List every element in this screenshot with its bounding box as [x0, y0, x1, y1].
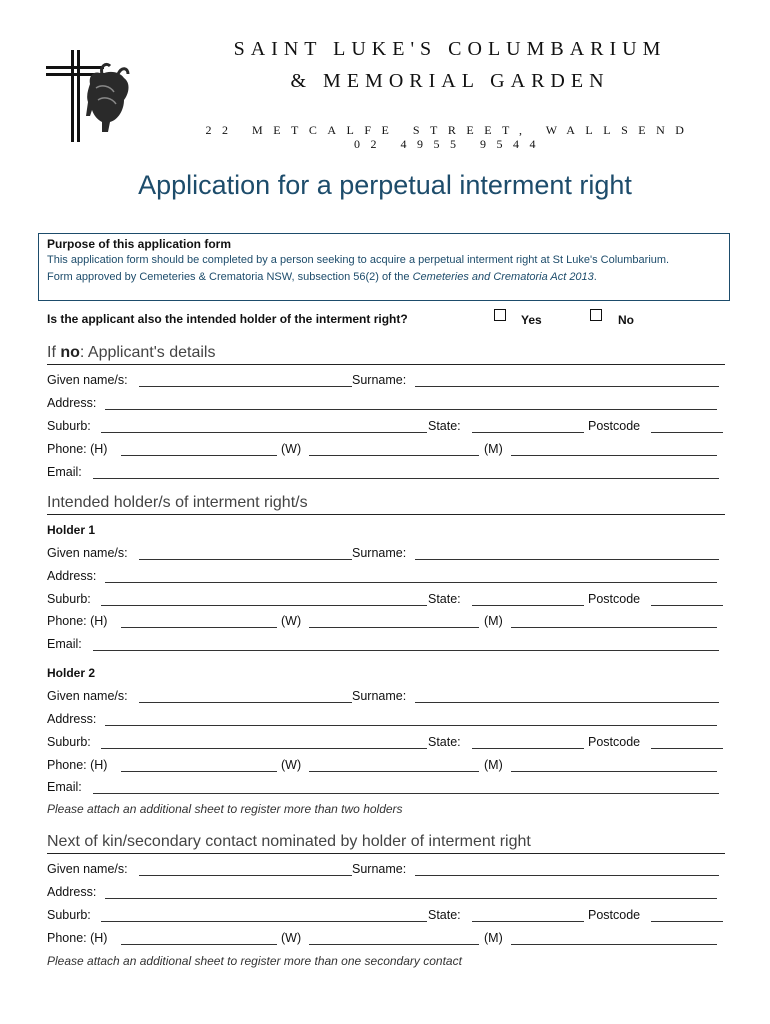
phone-work-label: (W) — [281, 442, 302, 456]
email-label: Email: — [47, 637, 82, 651]
holder2-address-row — [47, 712, 723, 728]
kin-phone-row — [47, 931, 723, 947]
applicant-name-row — [47, 373, 723, 389]
applicant-state-field[interactable] — [472, 432, 584, 433]
yes-checkbox[interactable] — [494, 309, 506, 321]
applicant-suburb-row — [47, 419, 723, 435]
surname-label: Surname: — [352, 862, 407, 876]
address-label: Address: — [47, 569, 97, 583]
given-name-label: Given name/s: — [47, 373, 128, 387]
state-label: State: — [428, 419, 461, 433]
surname-label: Surname: — [352, 373, 407, 387]
org-address: 22 METCALFE STREET, WALLSEND — [205, 123, 695, 137]
holder1-address-field[interactable] — [105, 582, 717, 583]
holder1-postcode-field[interactable] — [651, 605, 723, 606]
holders-section-heading: Intended holder/s of interment right/s — [47, 493, 725, 515]
kin-address-field[interactable] — [105, 898, 717, 899]
purpose-text: This application form should be completed by a person seeking to acquire a perpetual interment right at St Luke's Columbarium. — [47, 254, 670, 266]
applicant-section-heading: If no: Applicant's details — [47, 343, 725, 365]
applicant-phone-work-field[interactable] — [309, 455, 479, 456]
given-name-label: Given name/s: — [47, 862, 128, 876]
holder1-name-row — [47, 546, 723, 562]
org-name-line2: & MEMORIAL GARDEN — [290, 70, 610, 92]
email-label: Email: — [47, 465, 82, 479]
holder2-phone-mobile-field[interactable] — [511, 771, 717, 772]
phone-mobile-label: (M) — [484, 931, 503, 945]
yes-label: Yes — [521, 313, 542, 327]
org-phone: 02 4955 9544 — [354, 137, 546, 151]
kin-address-row — [47, 885, 723, 901]
holder1-phone-row — [47, 614, 723, 630]
kin-note: Please attach an additional sheet to register more than one secondary contact — [47, 954, 462, 968]
applicant-address-row — [47, 396, 723, 412]
holder2-suburb-row — [47, 735, 723, 751]
phone-work-label: (W) — [281, 758, 302, 772]
phone-mobile-label: (M) — [484, 758, 503, 772]
kin-phone-mobile-field[interactable] — [511, 944, 717, 945]
page-title: Application for a perpetual interment right — [138, 170, 632, 200]
kin-section-heading: Next of kin/secondary contact nominated by holder of interment right — [47, 832, 725, 854]
applicant-phone-home-field[interactable] — [121, 455, 277, 456]
phone-mobile-label: (M) — [484, 614, 503, 628]
holder2-postcode-field[interactable] — [651, 748, 723, 749]
holder2-phone-row — [47, 758, 723, 774]
holder2-email-row — [47, 780, 723, 796]
address-label: Address: — [47, 885, 97, 899]
state-label: State: — [428, 735, 461, 749]
holder1-phone-mobile-field[interactable] — [511, 627, 717, 628]
suburb-label: Suburb: — [47, 419, 91, 433]
holder1-state-field[interactable] — [472, 605, 584, 606]
kin-suburb-row — [47, 908, 723, 924]
postcode-label: Postcode — [588, 735, 641, 749]
applicant-postcode-field[interactable] — [651, 432, 723, 433]
applicant-email-row — [47, 465, 723, 481]
phone-mobile-label: (M) — [484, 442, 503, 456]
kin-state-field[interactable] — [472, 921, 584, 922]
purpose-heading: Purpose of this application form — [47, 237, 232, 251]
cross-and-ox-logo-icon — [44, 44, 134, 144]
purpose-approval: Form approved by Cemeteries & Crematoria NSW, subsection 56(2) of the Cemeteries and Crematoria Act 2013. — [47, 271, 597, 283]
holder1-address-row — [47, 569, 723, 585]
organisation-name — [150, 33, 750, 97]
surname-label: Surname: — [352, 689, 407, 703]
suburb-label: Suburb: — [47, 735, 91, 749]
given-name-label: Given name/s: — [47, 546, 128, 560]
given-name-label: Given name/s: — [47, 689, 128, 703]
kin-phone-work-field[interactable] — [309, 944, 479, 945]
holder2-suburb-field[interactable] — [101, 748, 427, 749]
holder1-suburb-row — [47, 592, 723, 608]
holder-question: Is the applicant also the intended holder of the interment right? — [47, 312, 408, 326]
holder2-name-row — [47, 689, 723, 705]
holder2-heading: Holder 2 — [47, 666, 96, 680]
purpose-box — [38, 233, 730, 301]
address-label: Address: — [47, 396, 97, 410]
holder2-phone-home-field[interactable] — [121, 771, 277, 772]
address-label: Address: — [47, 712, 97, 726]
holder2-surname-field[interactable] — [415, 702, 719, 703]
holder1-suburb-field[interactable] — [101, 605, 427, 606]
email-label: Email: — [47, 780, 82, 794]
postcode-label: Postcode — [588, 592, 641, 606]
state-label: State: — [428, 592, 461, 606]
phone-work-label: (W) — [281, 931, 302, 945]
applicant-address-field[interactable] — [105, 409, 717, 410]
state-label: State: — [428, 908, 461, 922]
holder1-email-field[interactable] — [93, 650, 719, 651]
holder1-email-row — [47, 637, 723, 653]
phone-home-label: Phone: (H) — [47, 442, 108, 456]
kin-surname-field[interactable] — [415, 875, 719, 876]
surname-label: Surname: — [352, 546, 407, 560]
applicant-suburb-field[interactable] — [101, 432, 427, 433]
holder2-address-field[interactable] — [105, 725, 717, 726]
holder1-surname-field[interactable] — [415, 559, 719, 560]
suburb-label: Suburb: — [47, 592, 91, 606]
phone-home-label: Phone: (H) — [47, 614, 108, 628]
kin-phone-home-field[interactable] — [121, 944, 277, 945]
holder1-phone-work-field[interactable] — [309, 627, 479, 628]
phone-home-label: Phone: (H) — [47, 931, 108, 945]
applicant-email-field[interactable] — [93, 478, 719, 479]
applicant-surname-field[interactable] — [415, 386, 719, 387]
holder2-email-field[interactable] — [93, 793, 719, 794]
no-checkbox[interactable] — [590, 309, 602, 321]
kin-suburb-field[interactable] — [101, 921, 427, 922]
no-label: No — [618, 313, 634, 327]
suburb-label: Suburb: — [47, 908, 91, 922]
holder2-phone-work-field[interactable] — [309, 771, 479, 772]
phone-work-label: (W) — [281, 614, 302, 628]
org-name-line1: SAINT LUKE'S COLUMBARIUM — [233, 38, 667, 60]
holder1-heading: Holder 1 — [47, 523, 96, 537]
holder1-phone-home-field[interactable] — [121, 627, 277, 628]
kin-postcode-field[interactable] — [651, 921, 723, 922]
holder2-state-field[interactable] — [472, 748, 584, 749]
applicant-phone-mobile-field[interactable] — [511, 455, 717, 456]
kin-name-row — [47, 862, 723, 878]
holders-note: Please attach an additional sheet to register more than two holders — [47, 802, 403, 816]
postcode-label: Postcode — [588, 419, 641, 433]
phone-home-label: Phone: (H) — [47, 758, 108, 772]
applicant-phone-row — [47, 442, 723, 458]
postcode-label: Postcode — [588, 908, 641, 922]
